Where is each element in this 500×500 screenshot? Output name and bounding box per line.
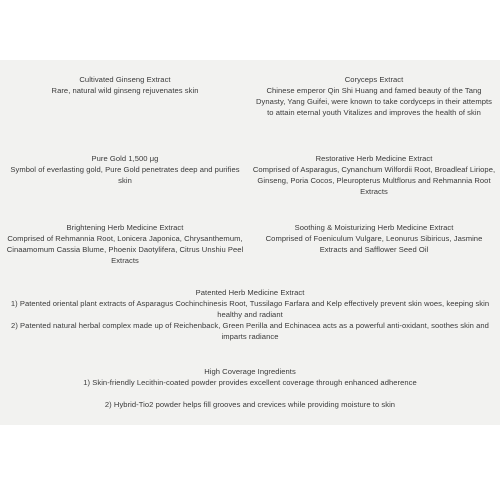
section-text: Comprised of Foeniculum Vulgare, Leonurus Sibiricus, Jasmine Extracts and Safflower Seed Oil bbox=[265, 234, 483, 254]
section-title: Patented Herb Medicine Extract bbox=[195, 288, 305, 297]
section-text: Comprised of Rehmannia Root, Lonicera Japonica, Chrysanthemum, Cinaamomum Cassia Blume, Phoenix Daotylifera, Citrus Unshiu Peel Extracts bbox=[6, 234, 244, 265]
restorative-section bbox=[252, 153, 496, 197]
spacer bbox=[2, 388, 498, 399]
coverage-section bbox=[2, 366, 498, 410]
section-title: Pure Gold 1,500 μg bbox=[91, 154, 159, 163]
section-title: High Coverage Ingredients bbox=[204, 367, 296, 376]
section-title: Cultivated Ginseng Extract bbox=[79, 75, 171, 84]
section-text: Comprised of Asparagus, Cynanchum Wilfordii Root, Broadleaf Liriope, Ginseng, Poria Cocos, Pleuropterus Multflorus and Rehmannia Root Extracts bbox=[252, 165, 496, 196]
section-title: Soothing & Moisturizing Herb Medicine Extract bbox=[294, 223, 454, 232]
section-title: Coryceps Extract bbox=[344, 75, 404, 84]
section-text: Symbol of everlasting gold, Pure Gold penetrates deep and purifies skin bbox=[10, 165, 240, 185]
section-title: Brightening Herb Medicine Extract bbox=[66, 223, 184, 232]
brightening-section bbox=[5, 222, 245, 266]
section-text: Chinese emperor Qin Shi Huang and famed beauty of the Tang Dynasty, Yang Guifei, were known to take cordyceps in their attempts to attain eternal youth Vitalizes and improves the health of skin bbox=[256, 86, 492, 117]
ginseng-section bbox=[5, 74, 245, 96]
section-line-2: 2) Patented natural herbal complex made up of Reichenback, Green Perilla and Echinacea acts as a powerful anti-oxidant, soothes skin and imparts radiance bbox=[11, 321, 489, 341]
gold-section bbox=[5, 153, 245, 186]
section-title: Restorative Herb Medicine Extract bbox=[315, 154, 433, 163]
section-line-1: 1) Patented oriental plant extracts of Asparagus Cochinchinesis Root, Tussilago Farfara and Kelp effectively prevent skin woes, keeping skin healthy and radiant bbox=[10, 299, 490, 319]
section-line-1: 1) Skin-friendly Lecithin-coated powder provides excellent coverage through enhanced adherence bbox=[83, 378, 417, 387]
section-text: Rare, natural wild ginseng rejuvenates skin bbox=[51, 86, 199, 95]
coryceps-section bbox=[252, 74, 496, 118]
soothing-section bbox=[252, 222, 496, 255]
section-line-2: 2) Hybrid-Tio2 powder helps fill grooves and crevices while providing moisture to skin bbox=[104, 400, 396, 409]
patented-section bbox=[2, 287, 498, 342]
